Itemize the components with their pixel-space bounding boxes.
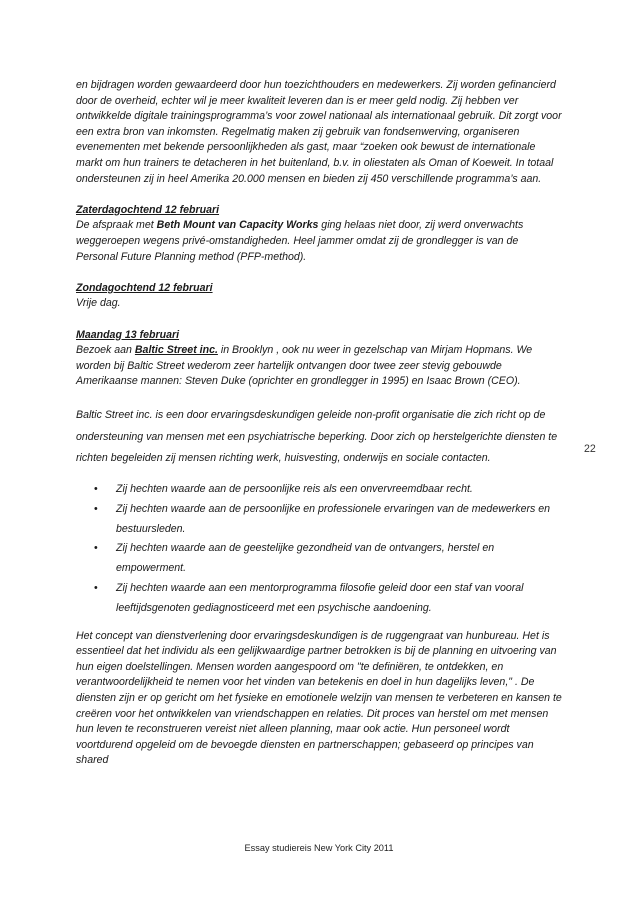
saturday-heading: Zaterdagochtend 12 februari — [76, 203, 220, 216]
saturday-paragraph — [76, 218, 562, 265]
saturday-text-after: ging helaas niet door, zij werd onverwachts weggeroepen wegens privé-omstandigheden. Heel jammer omdat zij de grondlegger is van de Personal Future Planning method (PFP-method). — [76, 219, 524, 263]
list-item — [76, 500, 562, 540]
list-item — [76, 480, 562, 500]
intro-paragraph: en bijdragen worden gewaardeerd door hun toezichthouders en medewerkers. Zij worden gefinancierd door de overheid, echter wil je meer kwaliteit leveren dan is er meer geld nodig. Zij hebben ver ontwikkelde digitale trainingsprogramma’s voor zowel nationaal als internationaal gebruik. Dit zorgt voor een extra bron van inkomsten. Regelmatig maken zij gebruik van fondsenwerving, organiseren evenementen met bekende persoonlijkheden als gast, maar “zoeken ook bewust de internationale markt om hun trainers te detacheren in het buitenland, b.v. in oliestaten als Oman of Koeweit. In totaal ondersteunen zij in heel Amerika 20.000 mensen en bieden zij 450 verschillende programma’s aan. — [76, 79, 562, 185]
list-item-text: Zij hechten waarde aan de persoonlijke reis als een onvervreemdbaar recht. — [116, 482, 473, 495]
spacer — [76, 312, 562, 328]
spacer — [76, 187, 562, 203]
monday-paragraph — [76, 343, 562, 390]
list-item — [76, 579, 562, 619]
bullet-icon: • — [94, 482, 98, 495]
sunday-heading: Zondagochtend 12 februari — [76, 281, 213, 294]
saturday-text-before: De afspraak met — [76, 219, 157, 232]
page-content — [76, 78, 562, 769]
values-bullet-list — [76, 480, 562, 619]
sunday-paragraph: Vrije dag. — [76, 297, 121, 310]
spacer — [76, 390, 562, 406]
monday-text-before: Bezoek aan — [76, 344, 135, 357]
bullet-icon: • — [94, 502, 98, 515]
list-item-text: Zij hechten waarde aan een mentorprogramma filosofie geleid door een staf van vooral leeftijdsgenoten gediagnosticeerd met een psychische aandoening. — [116, 581, 524, 614]
list-item — [76, 539, 562, 579]
baltic-street-link[interactable]: Baltic Street inc. — [134, 344, 218, 357]
baltic-paragraph: Baltic Street inc. is een door ervaringsdeskundigen geleide non-profit organisatie die zich richt op de ondersteuning van mensen met een psychiatrische beperking. Door zich op herstelgerichte diensten te richten begeleiden zij mensen richting werk, huisvesting, onderwijs en sociale contacten. — [76, 409, 558, 465]
spacer — [76, 265, 562, 281]
monday-heading: Maandag 13 februari — [76, 328, 180, 341]
spacer — [76, 619, 562, 629]
page-footer: Essay studiereis New York City 2011 — [244, 843, 394, 853]
bullet-icon: • — [94, 581, 98, 594]
saturday-bold-name: Beth Mount van Capacity Works — [156, 219, 319, 232]
list-item-text: Zij hechten waarde aan de geestelijke gezondheid van de ontvangers, herstel en empowerment. — [116, 542, 495, 575]
monday-text-after: in Brooklyn , ook nu weer in gezelschap van Mirjam Hopmans. We worden bij Baltic Street wederom zeer hartelijk ontvangen door twee zeer stevig gebouwde Amerikaanse mannen: Steven Duke (oprichter en grondlegger in 1995) en Isaac Brown (CEO). — [76, 344, 533, 388]
list-item-text: Zij hechten waarde aan de persoonlijke en professionele ervaringen van de medewerkers en bestuursleden. — [116, 502, 551, 535]
bullet-icon: • — [94, 542, 98, 555]
page-number: 22 — [584, 443, 596, 455]
concept-paragraph: Het concept van dienstverlening door ervaringsdeskundigen is de ruggengraat van hunbureau. Het is essentieel dat het individu als een gelijkwaardige partner betrokken is bij de planning en uitvoering van hun eigen doelstellingen. Mensen worden aangespoord om "te definiëren, te ontdekken, en verantwoordelijkheid te nemen voor het vinden van betekenis en doel in hun dagelijks leven," . De diensten zijn er op gericht om het fysieke en emotionele welzijn van mensen te verbeteren en kansen te creëren voor het ontwikkelen van vriendschappen en relaties. Dit proces van herstel om met mensen hun leven te reconstrueren vereist niet alleen planning, maar ook actie. Hun personeel wordt voortdurend opgeleid om de bevoegde diensten en partnerschappen; gebaseerd op principes van shared — [76, 629, 562, 767]
spacer — [76, 470, 562, 480]
